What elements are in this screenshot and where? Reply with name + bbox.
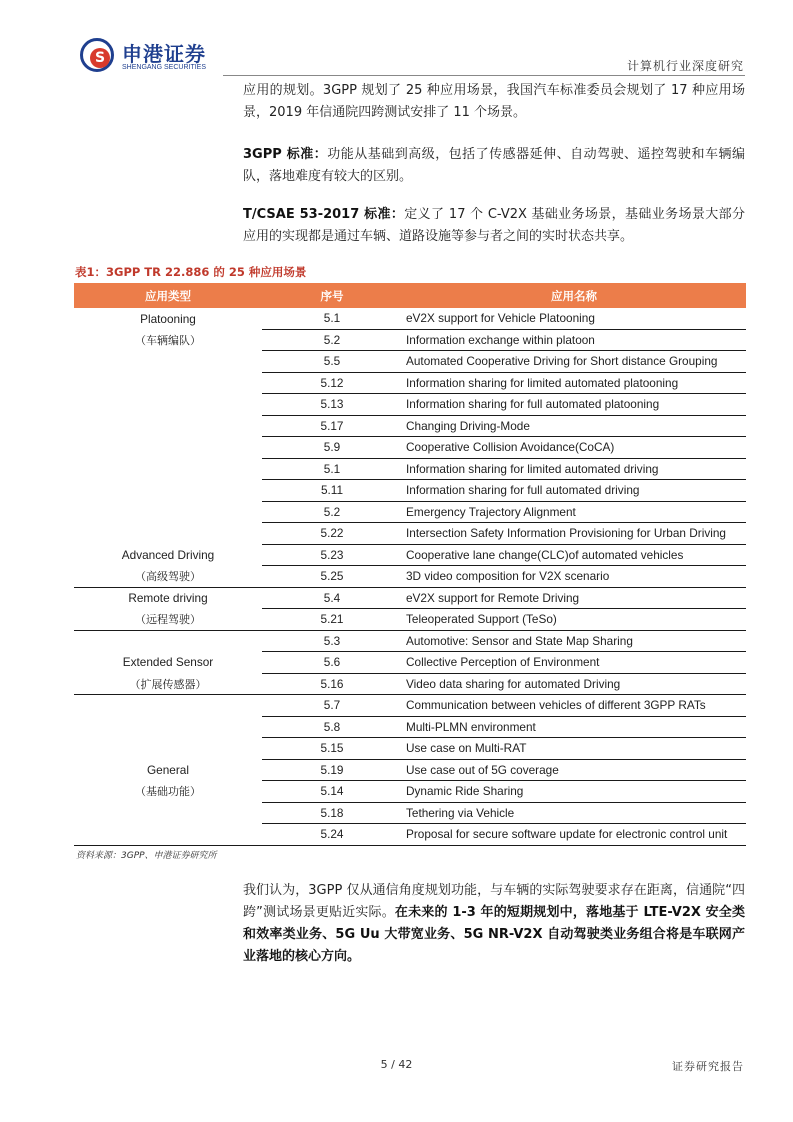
table-row (74, 716, 746, 738)
cell-name: 3D video composition for V2X scenario (402, 566, 746, 588)
table-row (74, 609, 746, 631)
cell-category (74, 437, 262, 459)
cell-category (74, 824, 262, 846)
cell-name: Information sharing for full automated platooning (402, 394, 746, 416)
logo-name-en: SHENGANG SECURITIES (122, 64, 207, 71)
table-row (74, 458, 746, 480)
cell-number: 5.6 (262, 652, 402, 674)
table-row (74, 824, 746, 846)
header-number: 序号 (262, 283, 402, 308)
table-row (74, 652, 746, 674)
cell-number: 5.4 (262, 587, 402, 609)
table-row (74, 480, 746, 502)
cell-number: 5.24 (262, 824, 402, 846)
para-3gpp-heading: 3GPP 标准： (243, 147, 328, 162)
cell-name: Cooperative lane change(CLC)of automated vehicles (402, 544, 746, 566)
cell-name: Information exchange within platoon (402, 329, 746, 351)
table-row (74, 437, 746, 459)
cell-category (74, 501, 262, 523)
table-row (74, 501, 746, 523)
para-csae-heading: T/CSAE 53-2017 标准： (243, 207, 405, 222)
conclusion-text: 我们认为，3GPP 仅从通信角度规划功能，与车辆的实际驾驶要求存在距离，信通院“四跨”测试场景更贴近实际。 (243, 883, 745, 920)
table-row (74, 738, 746, 760)
cell-name: Multi-PLMN environment (402, 716, 746, 738)
table-header-row (74, 283, 746, 308)
table-row (74, 587, 746, 609)
para-3gpp-standard (243, 144, 745, 188)
cell-category: Extended Sensor (122, 655, 214, 670)
para-3gpp-text: 功能从基础到高级，包括了传感器延伸、自动驾驶、遥控驾驶和车辆编队，落地难度有较大的区别。 (243, 147, 745, 184)
cell-name: Video data sharing for automated Driving (402, 673, 746, 695)
cell-category (74, 523, 262, 545)
cell-category: （车辆编队） (135, 333, 201, 347)
conclusion-bold: 在未来的 1-3 年的短期规划中，落地基于 LTE-V2X 安全类和效率类业务、5G Uu 大带宽业务、5G NR-V2X 自动驾驶类业务组合将是车联网产业落地的核心方向。 (243, 905, 745, 964)
cell-name: Collective Perception of Environment (402, 652, 746, 674)
company-logo (80, 38, 230, 78)
header-name: 应用名称 (402, 283, 746, 308)
cell-category: Advanced Driving (121, 547, 215, 562)
cell-name: Intersection Safety Information Provisioning for Urban Driving (402, 523, 746, 545)
cell-category (74, 351, 262, 373)
logo-mark (80, 38, 114, 72)
cell-number: 5.19 (262, 759, 402, 781)
cell-name: Teleoperated Support (TeSo) (402, 609, 746, 631)
conclusion-paragraph (243, 880, 745, 968)
table-row (74, 308, 746, 329)
use-case-table (74, 283, 746, 846)
cell-category (74, 738, 262, 760)
cell-name: Tethering via Vehicle (402, 802, 746, 824)
cell-category: （扩展传感器） (74, 673, 262, 695)
cell-number: 5.1 (262, 308, 402, 329)
table-row (74, 781, 746, 803)
cell-name: Use case out of 5G coverage (402, 759, 746, 781)
cell-number: 5.25 (262, 566, 402, 588)
cell-category: （远程驾驶） (74, 609, 262, 631)
cell-name: Use case on Multi-RAT (402, 738, 746, 760)
cell-number: 5.22 (262, 523, 402, 545)
cell-number: 5.7 (262, 695, 402, 717)
para-csae-text: 定义了 17 个 C-V2X 基础业务场景，基础业务场景大部分应用的实现都是通过车辆、道路设施等参与者之间的实时状态共享。 (243, 207, 746, 244)
cell-number: 5.2 (262, 329, 402, 351)
cell-name: Communication between vehicles of different 3GPP RATs (402, 695, 746, 717)
cell-category: （高级驾驶） (74, 566, 262, 588)
report-type-label: 证券研究报告 (672, 1060, 744, 1073)
para-csae-standard (243, 204, 745, 248)
cell-category (74, 415, 262, 437)
cell-number: 5.12 (262, 372, 402, 394)
table-row (74, 566, 746, 588)
cell-category (74, 802, 262, 824)
cell-category (74, 394, 262, 416)
cell-name: Proposal for secure software update for electronic control unit (402, 824, 746, 846)
cell-name: Changing Driving-Mode (402, 415, 746, 437)
cell-name: Cooperative Collision Avoidance(CoCA) (402, 437, 746, 459)
cell-name: Information sharing for limited automated platooning (402, 372, 746, 394)
cell-number: 5.14 (262, 781, 402, 803)
cell-number: 5.9 (262, 437, 402, 459)
cell-number: 5.13 (262, 394, 402, 416)
cell-number: 5.8 (262, 716, 402, 738)
cell-number: 5.18 (262, 802, 402, 824)
cell-name: eV2X support for Remote Driving (402, 587, 746, 609)
cell-number: 5.15 (262, 738, 402, 760)
cell-category: Platooning (140, 311, 196, 326)
cell-number: 5.5 (262, 351, 402, 373)
cell-category: Remote driving (128, 591, 208, 605)
cell-name: Emergency Trajectory Alignment (402, 501, 746, 523)
cell-name: Automotive: Sensor and State Map Sharing (402, 630, 746, 652)
table-row (74, 695, 746, 717)
cell-number: 5.21 (262, 609, 402, 631)
table-row (74, 759, 746, 781)
table-row (74, 415, 746, 437)
cell-number: 5.3 (262, 630, 402, 652)
logo-name-cn: 申港证券 (122, 42, 206, 66)
table-row (74, 802, 746, 824)
table-row (74, 544, 746, 566)
table-row (74, 372, 746, 394)
cell-category (74, 458, 262, 480)
cell-number: 5.17 (262, 415, 402, 437)
cell-category (74, 372, 262, 394)
table-row (74, 394, 746, 416)
cell-category: General (147, 762, 189, 777)
table-caption: 表1：3GPP TR 22.886 的 25 种应用场景 (75, 265, 307, 279)
cell-category (74, 695, 262, 717)
cell-number: 5.11 (262, 480, 402, 502)
cell-name: Automated Cooperative Driving for Short distance Grouping (402, 351, 746, 373)
cell-number: 5.2 (262, 501, 402, 523)
header-divider (223, 75, 745, 76)
table-source: 资料来源：3GPP、申港证券研究所 (76, 851, 217, 861)
intro-paragraph: 应用的规划。3GPP 规划了 25 种应用场景，我国汽车标准委员会规划了 17 种应用场景，2019 年信通院四跨测试安排了 11 个场景。 (243, 83, 745, 120)
cell-name: Information sharing for limited automated driving (402, 458, 746, 480)
table-row (74, 673, 746, 695)
logo-mark-letter: S (90, 48, 110, 68)
page-number: 5 / 42 (380, 1058, 413, 1071)
report-category-title: 计算机行业深度研究 (626, 59, 744, 73)
cell-name: Information sharing for full automated driving (402, 480, 746, 502)
cell-category: （基础功能） (135, 785, 201, 799)
cell-category (74, 480, 262, 502)
cell-name: eV2X support for Vehicle Platooning (402, 308, 746, 329)
table-row (74, 329, 746, 351)
cell-name: Dynamic Ride Sharing (402, 781, 746, 803)
cell-number: 5.23 (262, 544, 402, 566)
cell-number: 5.1 (262, 458, 402, 480)
cell-number: 5.16 (262, 673, 402, 695)
header-category: 应用类型 (74, 283, 262, 308)
cell-category (74, 716, 262, 738)
table-row (74, 630, 746, 652)
table-row (74, 523, 746, 545)
cell-category (74, 630, 262, 652)
table-row (74, 351, 746, 373)
